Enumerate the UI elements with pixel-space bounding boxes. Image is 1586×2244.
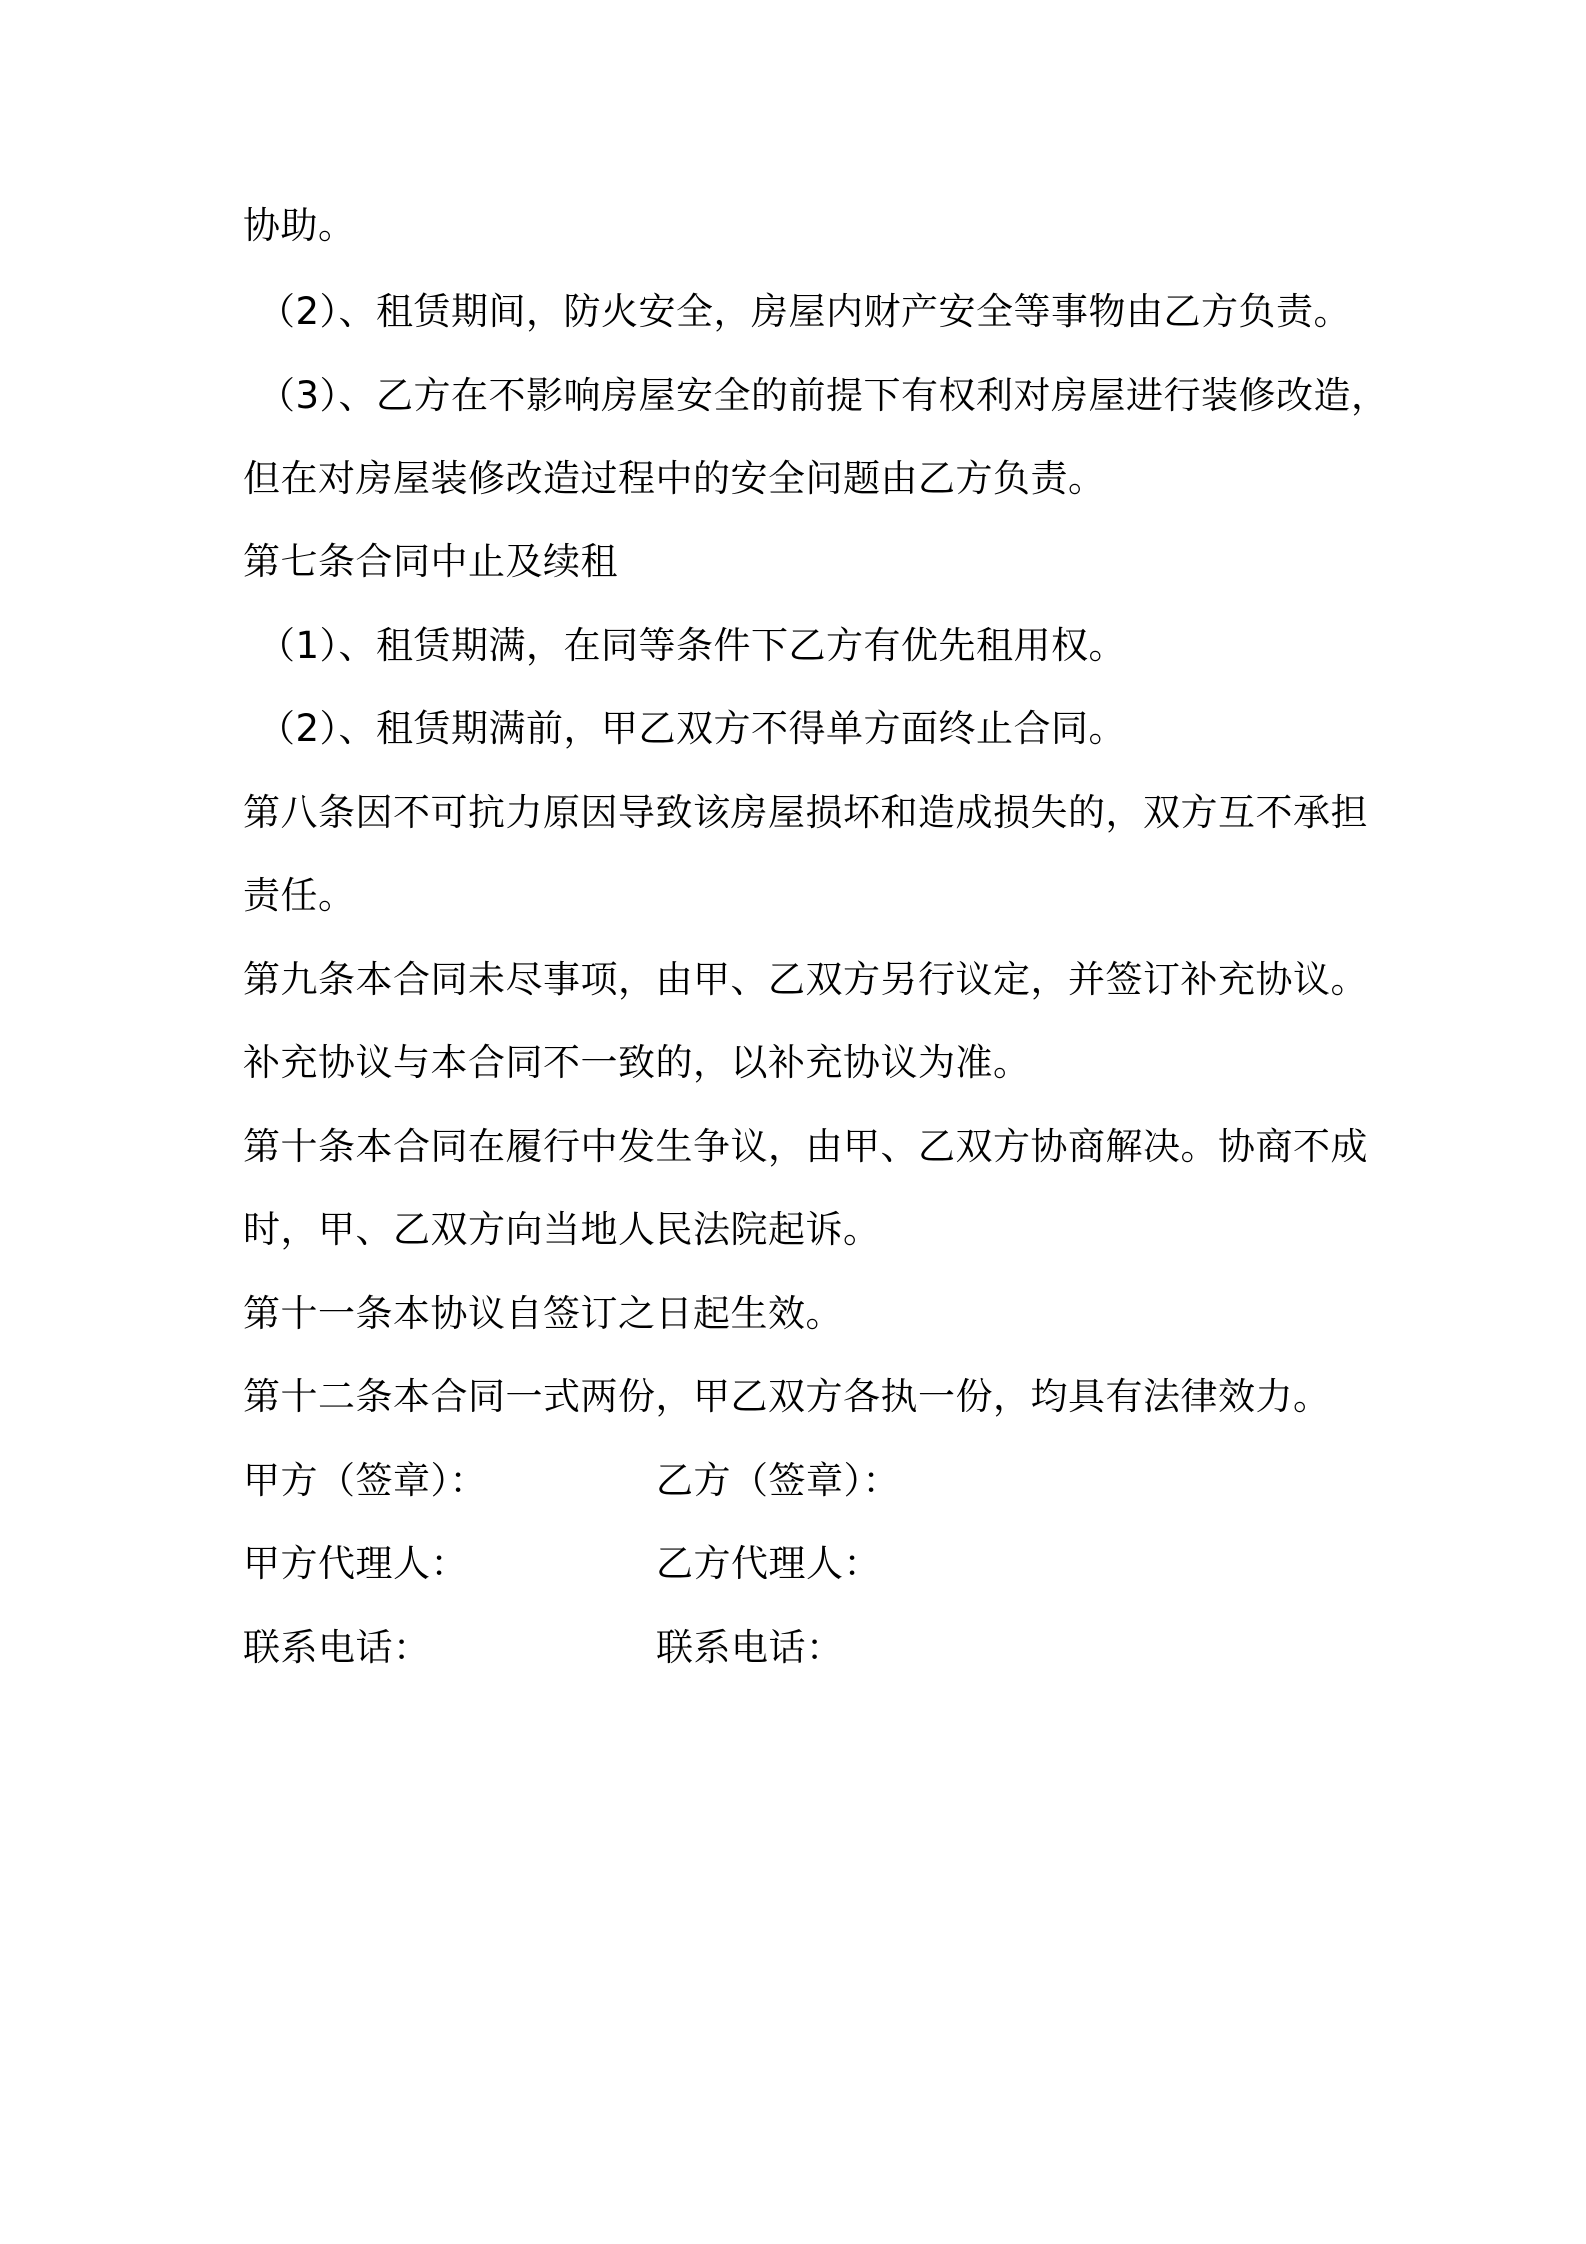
party-b-agent-label: 乙方代理人： xyxy=(656,1542,881,1585)
clause-line: 第八条因不可抗力原因导致该房屋损坏和造成损失的，双方互不承担 xyxy=(243,791,1368,834)
clause-line: （2）、租赁期满前，甲乙双方不得单方面终止合同。 xyxy=(258,707,1127,750)
clause-line: 责任。 xyxy=(243,874,356,917)
clause-line: 第十二条本合同一式两份，甲乙双方各执一份，均具有法律效力。 xyxy=(243,1375,1331,1418)
clause-line: （2）、租赁期间，防火安全，房屋内财产安全等事物由乙方负责。 xyxy=(258,290,1352,333)
clause-line: 时，甲、乙双方向当地人民法院起诉。 xyxy=(243,1208,881,1251)
clause-line: 但在对房屋装修改造过程中的安全问题由乙方负责。 xyxy=(243,457,1106,500)
party-a-seal-label: 甲方（签章）： xyxy=(243,1459,487,1502)
clause-line: 补充协议与本合同不一致的，以补充协议为准。 xyxy=(243,1041,1031,1084)
party-b-phone-label: 联系电话： xyxy=(656,1626,844,1669)
clause-line: （3）、乙方在不影响房屋安全的前提下有权利对房屋进行装修改造， xyxy=(258,374,1389,417)
party-a-phone-label: 联系电话： xyxy=(243,1626,431,1669)
clause-line: （1）、租赁期满，在同等条件下乙方有优先租用权。 xyxy=(258,624,1127,667)
clause-line: 第十条本合同在履行中发生争议，由甲、乙双方协商解决。协商不成 xyxy=(243,1125,1368,1168)
party-b-seal-label: 乙方（签章）： xyxy=(656,1459,900,1502)
clause-line: 第十一条本协议自签订之日起生效。 xyxy=(243,1292,843,1335)
section-heading: 第七条合同中止及续租 xyxy=(243,540,618,583)
clause-line: 第九条本合同未尽事项，由甲、乙双方另行议定，并签订补充协议。 xyxy=(243,958,1368,1001)
clause-line: 协助。 xyxy=(243,204,356,247)
party-a-agent-label: 甲方代理人： xyxy=(243,1542,468,1585)
